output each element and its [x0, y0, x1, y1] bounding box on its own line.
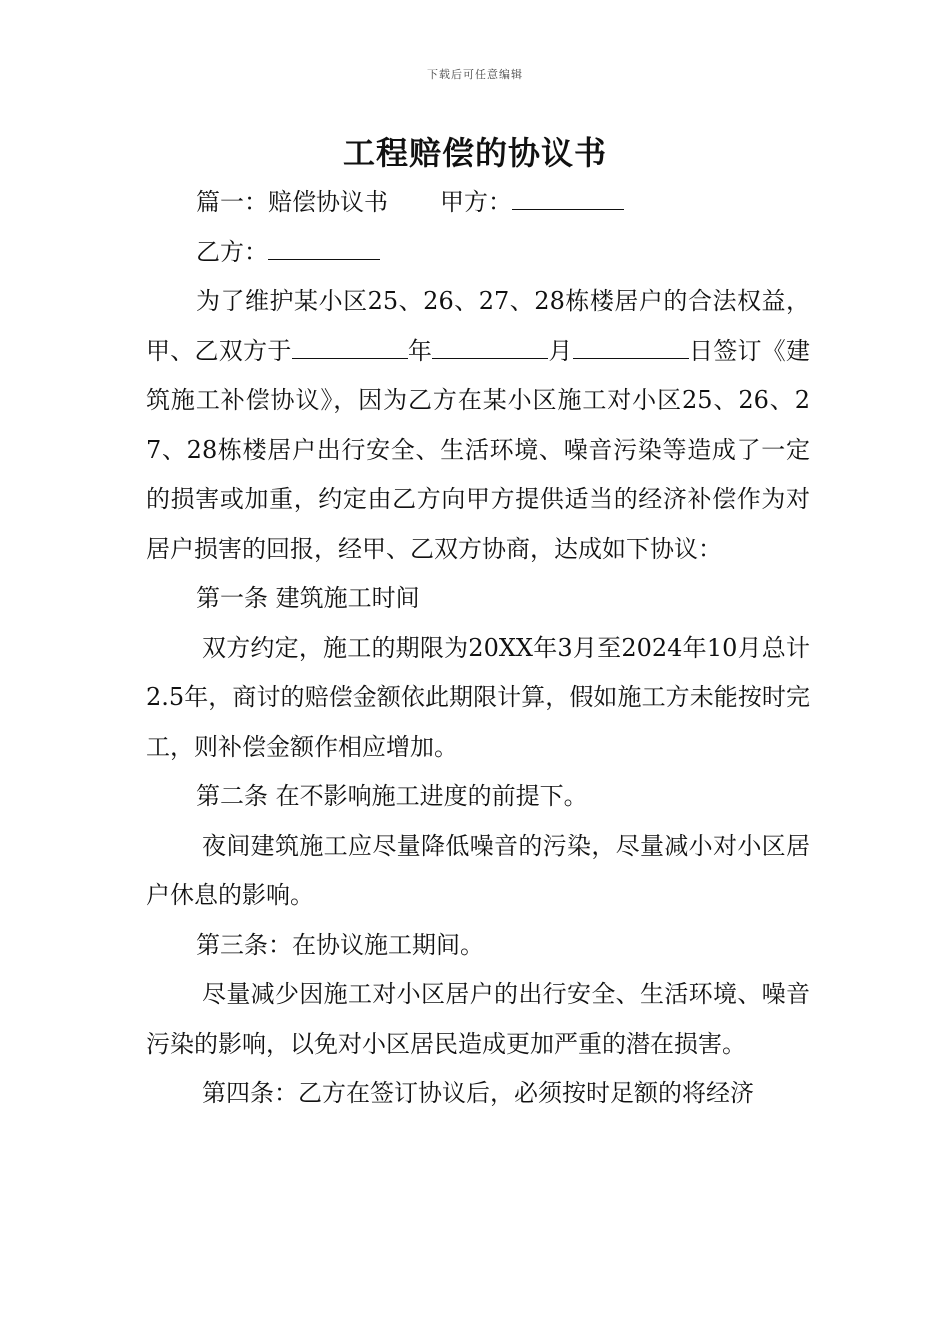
year-blank	[292, 336, 408, 359]
article-1-body: 双方约定，施工的期限为20XX年3月至2024年10月总计2.5年，商讨的赔偿金额依此期限计算，假如施工方未能按时完工，则补偿金额作相应增加。	[146, 633, 810, 761]
party-b-blank	[268, 237, 380, 260]
day-blank	[573, 336, 689, 359]
article-3-heading: 第三条：在协议施工期间。	[196, 930, 484, 959]
party-b-line	[146, 228, 810, 278]
article-1-heading: 第一条 建筑施工时间	[196, 584, 420, 612]
preamble-text-1: 为了维护某小区25、26、27、28栋楼居户的合法权益，甲、乙双方于	[146, 287, 810, 365]
article-4-start: 第四条：乙方在签订协议后，必须按时足额的将经济	[202, 1079, 754, 1107]
part-label: 篇一：赔偿协议书	[196, 188, 388, 216]
article-2-heading: 第二条 在不影响施工进度的前提下。	[196, 782, 588, 810]
year-label: 年	[407, 336, 433, 365]
header-note: 下载后可任意编辑	[427, 68, 523, 81]
month-label: 月	[548, 336, 573, 365]
document-title: 工程赔偿的协议书	[342, 134, 607, 172]
preamble-paragraph	[146, 277, 810, 574]
party-b-label: 乙方：	[196, 237, 268, 266]
party-a-blank	[512, 187, 624, 210]
document-body	[146, 178, 810, 1119]
preamble-text-2: 日签订《建筑施工补偿协议》，因为乙方在某小区施工对小区25、26、27、28栋楼居户出行安全、生活环境、噪音污染等造成了一定的损害或加重，约定由乙方向甲方提供适当的经济补偿作为对居户损害的回报，经甲、乙双方协商，达成如下协议：	[146, 336, 811, 563]
article-2-body: 夜间建筑施工应尽量降低噪音的污染，尽量减小对小区居户休息的影响。	[146, 831, 810, 909]
article-3-body: 尽量减少因施工对小区居户的出行安全、生活环境、噪音污染的影响，以免对小区居民造成更加严重的潜在损害。	[146, 980, 810, 1058]
intro-line	[146, 178, 810, 228]
month-blank	[432, 336, 548, 359]
party-a-label: 甲方：	[440, 188, 512, 216]
